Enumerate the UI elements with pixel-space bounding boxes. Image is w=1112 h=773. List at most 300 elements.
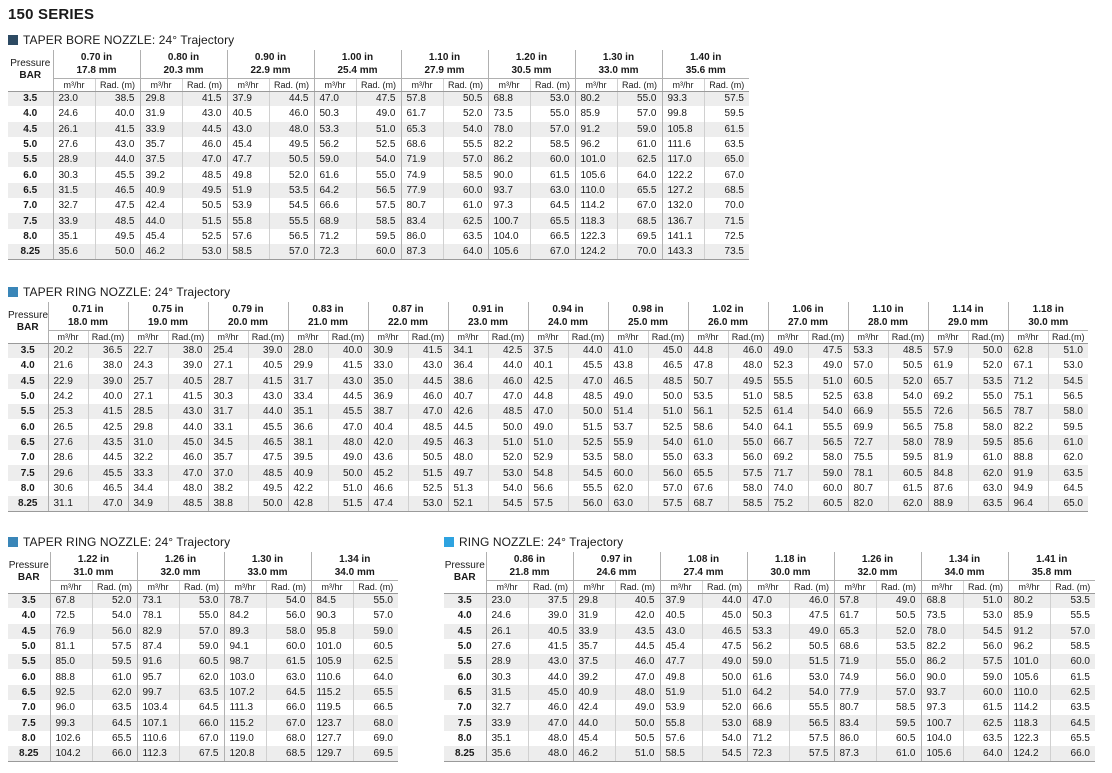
- table-row: [8, 91, 749, 106]
- flow-value: 84.2: [224, 608, 266, 623]
- radius-value: 53.5: [1050, 593, 1095, 608]
- radius-value: 57.5: [704, 91, 749, 106]
- flow-value: 122.3: [1008, 731, 1050, 746]
- radius-unit-header: Rad. (m): [356, 78, 401, 91]
- flow-value: 27.6: [48, 435, 88, 450]
- flow-value: 58.6: [688, 419, 728, 434]
- radius-value: 63.0: [266, 669, 311, 684]
- flow-value: 86.2: [921, 654, 963, 669]
- flow-value: 78.0: [488, 122, 530, 137]
- flow-value: 42.8: [288, 496, 328, 511]
- radius-value: 60.5: [808, 496, 848, 511]
- flow-value: 47.4: [368, 496, 408, 511]
- table-row: [8, 152, 749, 167]
- flow-value: 66.7: [768, 435, 808, 450]
- flow-value: 110.0: [575, 183, 617, 198]
- flow-value: 96.4: [1008, 496, 1048, 511]
- radius-value: 52.0: [92, 593, 137, 608]
- nozzle-size-mm: 22.9 mm: [250, 64, 291, 76]
- radius-value: 39.0: [88, 374, 128, 389]
- flow-value: 56.2: [314, 137, 356, 152]
- flow-value: 39.5: [288, 450, 328, 465]
- radius-value: 58.0: [728, 481, 768, 496]
- radius-value: 73.5: [704, 244, 749, 259]
- radius-value: 65.5: [1050, 731, 1095, 746]
- flow-value: 27.6: [486, 639, 528, 654]
- radius-value: 58.5: [443, 167, 488, 182]
- flow-value: 33.3: [128, 465, 168, 480]
- radius-value: 57.5: [789, 746, 834, 761]
- flow-value: 71.9: [401, 152, 443, 167]
- flow-value: 90.0: [488, 167, 530, 182]
- radius-unit-header: Rad. (m): [182, 78, 227, 91]
- pressure-unit: BAR: [19, 70, 42, 82]
- table-row: [444, 700, 1095, 715]
- flow-value: 61.7: [834, 608, 876, 623]
- pressure-value: 4.0: [20, 360, 35, 372]
- flow-value: 33.9: [486, 715, 528, 730]
- radius-value: 62.5: [1050, 685, 1095, 700]
- table-row: [444, 685, 1095, 700]
- radius-value: 63.5: [1050, 700, 1095, 715]
- radius-value: 68.5: [704, 183, 749, 198]
- radius-unit-header: Rad.(m): [328, 330, 368, 343]
- nozzle-table: [8, 302, 1088, 512]
- pressure-value: 4.0: [23, 108, 38, 120]
- radius-value: 63.5: [963, 731, 1008, 746]
- flow-value: 20.2: [48, 343, 88, 358]
- radius-value: 60.5: [353, 639, 398, 654]
- radius-value: 46.5: [88, 481, 128, 496]
- flow-value: 82.2: [1008, 419, 1048, 434]
- flow-value: 49.7: [448, 465, 488, 480]
- radius-unit-header: Rad. (m): [443, 78, 488, 91]
- pressure-unit: BAR: [16, 322, 39, 334]
- nozzle-size-header: [1008, 302, 1088, 330]
- radius-value: 56.5: [968, 404, 1008, 419]
- radius-value: 67.0: [704, 167, 749, 182]
- flow-value: 50.7: [688, 374, 728, 389]
- nozzle-size-header: [140, 50, 227, 78]
- flow-unit-header: m³/hr: [848, 330, 888, 343]
- radius-value: 56.5: [269, 229, 314, 244]
- radius-value: 67.0: [266, 715, 311, 730]
- flow-value: 40.9: [573, 685, 615, 700]
- flow-value: 36.9: [368, 389, 408, 404]
- radius-value: 57.0: [648, 481, 688, 496]
- pressure-value: 3.5: [8, 91, 53, 106]
- flow-value: 75.2: [768, 496, 808, 511]
- table-row: [8, 715, 398, 730]
- radius-unit-header: Rad.(m): [248, 330, 288, 343]
- flow-value: 55.8: [227, 213, 269, 228]
- radius-value: 53.0: [488, 465, 528, 480]
- table-row: [8, 496, 1088, 511]
- flow-value: 81.1: [50, 639, 92, 654]
- pressure-value: 8.0: [23, 230, 38, 242]
- flow-value: 26.1: [53, 122, 95, 137]
- radius-value: 54.0: [702, 731, 747, 746]
- nozzle-size-header: [311, 552, 398, 580]
- radius-value: 65.0: [1048, 496, 1088, 511]
- radius-value: 49.5: [248, 481, 288, 496]
- radius-value: 40.0: [328, 343, 368, 358]
- flow-value: 46.5: [608, 374, 648, 389]
- flow-value: 54.8: [528, 465, 568, 480]
- radius-value: 43.0: [408, 358, 448, 373]
- radius-value: 49.0: [876, 593, 921, 608]
- radius-value: 57.5: [648, 496, 688, 511]
- flow-value: 57.5: [528, 496, 568, 511]
- radius-value: 51.5: [408, 465, 448, 480]
- flow-value: 68.9: [747, 715, 789, 730]
- radius-value: 57.0: [179, 624, 224, 639]
- pressure-value: 5.5: [8, 152, 53, 167]
- flow-value: 22.9: [48, 374, 88, 389]
- radius-value: 47.0: [568, 374, 608, 389]
- radius-value: 54.0: [888, 389, 928, 404]
- radius-value: 59.0: [617, 122, 662, 137]
- radius-value: 61.0: [968, 450, 1008, 465]
- flow-value: 27.1: [208, 358, 248, 373]
- flow-unit-header: m³/hr: [486, 580, 528, 593]
- radius-value: 59.5: [968, 435, 1008, 450]
- table-row: [8, 343, 1088, 358]
- radius-value: 55.5: [568, 481, 608, 496]
- flow-value: 42.0: [368, 435, 408, 450]
- nozzle-size-in: 1.00 in: [341, 51, 374, 63]
- radius-value: 51.0: [702, 685, 747, 700]
- radius-value: 64.5: [266, 685, 311, 700]
- radius-value: 43.0: [328, 374, 368, 389]
- flow-value: 51.0: [528, 435, 568, 450]
- flow-unit-header: m³/hr: [368, 330, 408, 343]
- radius-value: 48.5: [408, 419, 448, 434]
- flow-unit-header: m³/hr: [688, 330, 728, 343]
- radius-value: 52.0: [888, 374, 928, 389]
- radius-value: 68.5: [617, 213, 662, 228]
- nozzle-size-in: 0.83 in: [312, 303, 344, 315]
- radius-value: 44.0: [702, 593, 747, 608]
- pressure-value: 7.0: [23, 200, 38, 212]
- radius-unit-header: Rad. (m): [266, 580, 311, 593]
- flow-value: 33.9: [140, 122, 182, 137]
- radius-value: 55.0: [356, 167, 401, 182]
- radius-value: 51.0: [615, 746, 660, 761]
- table-row: [8, 419, 1088, 434]
- flow-value: 44.5: [448, 419, 488, 434]
- pressure-value: 8.25: [8, 746, 50, 761]
- nozzle-size-mm: 21.0 mm: [307, 316, 349, 328]
- flow-value: 75.5: [848, 450, 888, 465]
- radius-value: 47.0: [408, 404, 448, 419]
- radius-value: 53.5: [269, 183, 314, 198]
- flow-value: 122.2: [662, 167, 704, 182]
- nozzle-size-header: [368, 302, 448, 330]
- radius-value: 65.0: [704, 152, 749, 167]
- flow-value: 32.2: [128, 450, 168, 465]
- table-row: [8, 731, 398, 746]
- radius-value: 47.0: [528, 715, 573, 730]
- radius-value: 61.0: [876, 746, 921, 761]
- radius-value: 60.0: [1050, 654, 1095, 669]
- flow-value: 67.6: [688, 481, 728, 496]
- radius-value: 58.5: [356, 213, 401, 228]
- flow-unit-header: m³/hr: [1008, 330, 1048, 343]
- radius-value: 64.0: [443, 244, 488, 259]
- flow-value: 73.5: [488, 106, 530, 121]
- flow-value: 68.8: [488, 91, 530, 106]
- flow-value: 97.3: [921, 700, 963, 715]
- radius-value: 61.0: [443, 198, 488, 213]
- flow-value: 58.5: [660, 746, 702, 761]
- radius-value: 58.5: [728, 496, 768, 511]
- section-taper-ring-1: [8, 284, 1088, 512]
- nozzle-size-in: 0.90 in: [254, 51, 287, 63]
- radius-value: 57.5: [728, 465, 768, 480]
- flow-unit-header: m³/hr: [314, 78, 356, 91]
- radius-unit-header: Rad. (m): [269, 78, 314, 91]
- flow-value: 82.2: [488, 137, 530, 152]
- radius-value: 58.5: [1050, 639, 1095, 654]
- flow-value: 31.1: [48, 496, 88, 511]
- flow-value: 104.2: [50, 746, 92, 761]
- flow-value: 51.9: [660, 685, 702, 700]
- flow-value: 33.1: [208, 419, 248, 434]
- radius-value: 60.0: [963, 685, 1008, 700]
- radius-value: 52.5: [648, 419, 688, 434]
- flow-value: 34.5: [208, 435, 248, 450]
- flow-value: 88.8: [1008, 450, 1048, 465]
- flow-unit-header: m³/hr: [227, 78, 269, 91]
- flow-value: 29.6: [48, 465, 88, 480]
- flow-value: 78.7: [1008, 404, 1048, 419]
- radius-value: 53.0: [182, 244, 227, 259]
- flow-value: 66.6: [747, 700, 789, 715]
- table-row: [444, 639, 1095, 654]
- radius-value: 62.0: [968, 465, 1008, 480]
- flow-value: 53.3: [848, 343, 888, 358]
- flow-value: 43.6: [368, 450, 408, 465]
- pressure-value: 6.5: [8, 183, 53, 198]
- radius-value: 57.5: [92, 639, 137, 654]
- nozzle-size-in: 0.79 in: [232, 303, 264, 315]
- nozzle-size-in: 0.98 in: [632, 303, 664, 315]
- flow-value: 36.6: [288, 419, 328, 434]
- radius-value: 46.5: [648, 358, 688, 373]
- pressure-value: 8.0: [20, 482, 35, 494]
- radius-value: 54.0: [808, 404, 848, 419]
- pressure-label: Pressure: [444, 560, 485, 572]
- flow-value: 65.3: [401, 122, 443, 137]
- radius-value: 53.0: [963, 608, 1008, 623]
- pressure-value: 3.5: [8, 343, 48, 358]
- radius-value: 42.0: [615, 608, 660, 623]
- nozzle-size-in: 1.30 in: [602, 51, 635, 63]
- flow-value: 105.6: [921, 746, 963, 761]
- nozzle-size-mm: 32.0 mm: [857, 566, 898, 578]
- radius-value: 55.5: [1050, 608, 1095, 623]
- radius-value: 56.5: [808, 435, 848, 450]
- radius-value: 64.5: [1048, 481, 1088, 496]
- nozzle-size-in: 1.41 in: [1036, 553, 1068, 565]
- radius-value: 60.0: [530, 152, 575, 167]
- radius-unit-header: Rad.(m): [168, 330, 208, 343]
- table-row: [8, 106, 749, 121]
- radius-value: 46.0: [528, 700, 573, 715]
- flow-value: 124.2: [1008, 746, 1050, 761]
- radius-value: 46.0: [408, 389, 448, 404]
- pressure-value: 6.0: [23, 169, 38, 181]
- radius-value: 44.5: [269, 91, 314, 106]
- table-row: [8, 374, 1088, 389]
- pressure-value: 7.5: [8, 465, 48, 480]
- table-row: [8, 746, 398, 761]
- radius-value: 56.5: [789, 715, 834, 730]
- radius-value: 47.0: [88, 496, 128, 511]
- radius-value: 63.5: [1048, 465, 1088, 480]
- flow-value: 40.5: [660, 608, 702, 623]
- radius-value: 54.0: [266, 593, 311, 608]
- flow-value: 53.9: [227, 198, 269, 213]
- flow-value: 91.2: [1008, 624, 1050, 639]
- flow-value: 75.1: [1008, 389, 1048, 404]
- flow-value: 25.3: [48, 404, 88, 419]
- radius-value: 54.0: [443, 122, 488, 137]
- radius-value: 49.0: [328, 450, 368, 465]
- flow-unit-header: m³/hr: [921, 580, 963, 593]
- radius-value: 70.0: [704, 198, 749, 213]
- radius-value: 50.5: [615, 731, 660, 746]
- radius-value: 55.0: [179, 608, 224, 623]
- nozzle-size-in: 1.34 in: [948, 553, 981, 565]
- nozzle-size-mm: 20.0 mm: [227, 316, 269, 328]
- nozzle-size-in: 0.70 in: [80, 51, 113, 63]
- table-row: [444, 593, 1095, 608]
- flow-value: 53.5: [688, 389, 728, 404]
- flow-value: 46.6: [368, 481, 408, 496]
- radius-value: 55.5: [269, 213, 314, 228]
- nozzle-size-mm: 28.0 mm: [867, 316, 909, 328]
- pressure-header: [444, 552, 486, 593]
- nozzle-size-in: 1.10 in: [428, 51, 461, 63]
- radius-value: 56.5: [888, 419, 928, 434]
- flow-value: 29.8: [128, 419, 168, 434]
- nozzle-size-mm: 18.0 mm: [67, 316, 109, 328]
- radius-value: 44.5: [328, 389, 368, 404]
- flow-value: 82.9: [137, 624, 179, 639]
- radius-value: 39.0: [248, 343, 288, 358]
- radius-value: 38.0: [88, 358, 128, 373]
- radius-value: 60.5: [888, 465, 928, 480]
- flow-value: 100.7: [921, 715, 963, 730]
- flow-value: 31.7: [208, 404, 248, 419]
- flow-value: 80.7: [848, 481, 888, 496]
- flow-unit-header: m³/hr: [528, 330, 568, 343]
- pressure-value: 7.5: [8, 715, 50, 730]
- flow-value: 77.9: [834, 685, 876, 700]
- radius-value: 48.5: [248, 465, 288, 480]
- nozzle-size-header: [53, 50, 140, 78]
- flow-value: 45.2: [368, 465, 408, 480]
- table-row: [444, 654, 1095, 669]
- nozzle-size-header: [660, 552, 747, 580]
- table-row: [8, 669, 398, 684]
- radius-value: 46.5: [248, 435, 288, 450]
- nozzle-size-in: 1.30 in: [251, 553, 284, 565]
- flow-value: 26.1: [486, 624, 528, 639]
- flow-value: 47.0: [314, 91, 356, 106]
- flow-value: 34.1: [448, 343, 488, 358]
- nozzle-size-mm: 35.6 mm: [685, 64, 726, 76]
- nozzle-size-mm: 35.8 mm: [1031, 566, 1072, 578]
- radius-value: 62.0: [92, 685, 137, 700]
- flow-value: 33.9: [573, 624, 615, 639]
- flow-unit-header: m³/hr: [311, 580, 353, 593]
- nozzle-size-header: [448, 302, 528, 330]
- radius-value: 66.0: [1050, 746, 1095, 761]
- flow-value: 119.0: [224, 731, 266, 746]
- flow-value: 96.2: [1008, 639, 1050, 654]
- radius-unit-header: Rad.(m): [728, 330, 768, 343]
- flow-value: 24.6: [486, 608, 528, 623]
- flow-unit-header: m³/hr: [662, 78, 704, 91]
- flow-value: 104.0: [921, 731, 963, 746]
- table-row: [8, 198, 749, 213]
- flow-value: 69.9: [848, 419, 888, 434]
- radius-value: 64.5: [1050, 715, 1095, 730]
- radius-value: 48.5: [182, 167, 227, 182]
- radius-value: 51.5: [568, 419, 608, 434]
- radius-value: 40.0: [88, 389, 128, 404]
- radius-value: 63.5: [443, 229, 488, 244]
- flow-unit-header: m³/hr: [48, 330, 88, 343]
- pressure-value: 6.5: [8, 685, 50, 700]
- flow-value: 64.2: [747, 685, 789, 700]
- table-row: [8, 435, 1088, 450]
- radius-value: 50.5: [269, 152, 314, 167]
- nozzle-size-mm: 27.4 mm: [683, 566, 724, 578]
- flow-value: 69.2: [768, 450, 808, 465]
- radius-unit-header: Rad.(m): [808, 330, 848, 343]
- flow-value: 105.6: [575, 167, 617, 182]
- flow-value: 83.4: [834, 715, 876, 730]
- radius-value: 44.0: [488, 358, 528, 373]
- flow-value: 55.5: [768, 374, 808, 389]
- table-row: [8, 229, 749, 244]
- flow-value: 35.1: [288, 404, 328, 419]
- radius-value: 48.0: [728, 358, 768, 373]
- flow-value: 129.7: [311, 746, 353, 761]
- flow-value: 53.3: [747, 624, 789, 639]
- nozzle-size-in: 1.18 in: [1032, 303, 1064, 315]
- flow-value: 68.8: [921, 593, 963, 608]
- flow-value: 99.3: [50, 715, 92, 730]
- radius-value: 57.5: [789, 731, 834, 746]
- radius-unit-header: Rad. (m): [179, 580, 224, 593]
- radius-value: 51.5: [182, 213, 227, 228]
- flow-value: 56.2: [747, 639, 789, 654]
- nozzle-size-header: [928, 302, 1008, 330]
- flow-value: 67.1: [1008, 358, 1048, 373]
- radius-value: 45.0: [702, 608, 747, 623]
- pressure-value: 5.5: [444, 654, 486, 669]
- nozzle-size-mm: 27.9 mm: [424, 64, 465, 76]
- flow-value: 46.2: [140, 244, 182, 259]
- section-title: TAPER BORE NOZZLE: 24° Trajectory: [23, 33, 235, 47]
- flow-value: 105.8: [662, 122, 704, 137]
- flow-value: 40.5: [227, 106, 269, 121]
